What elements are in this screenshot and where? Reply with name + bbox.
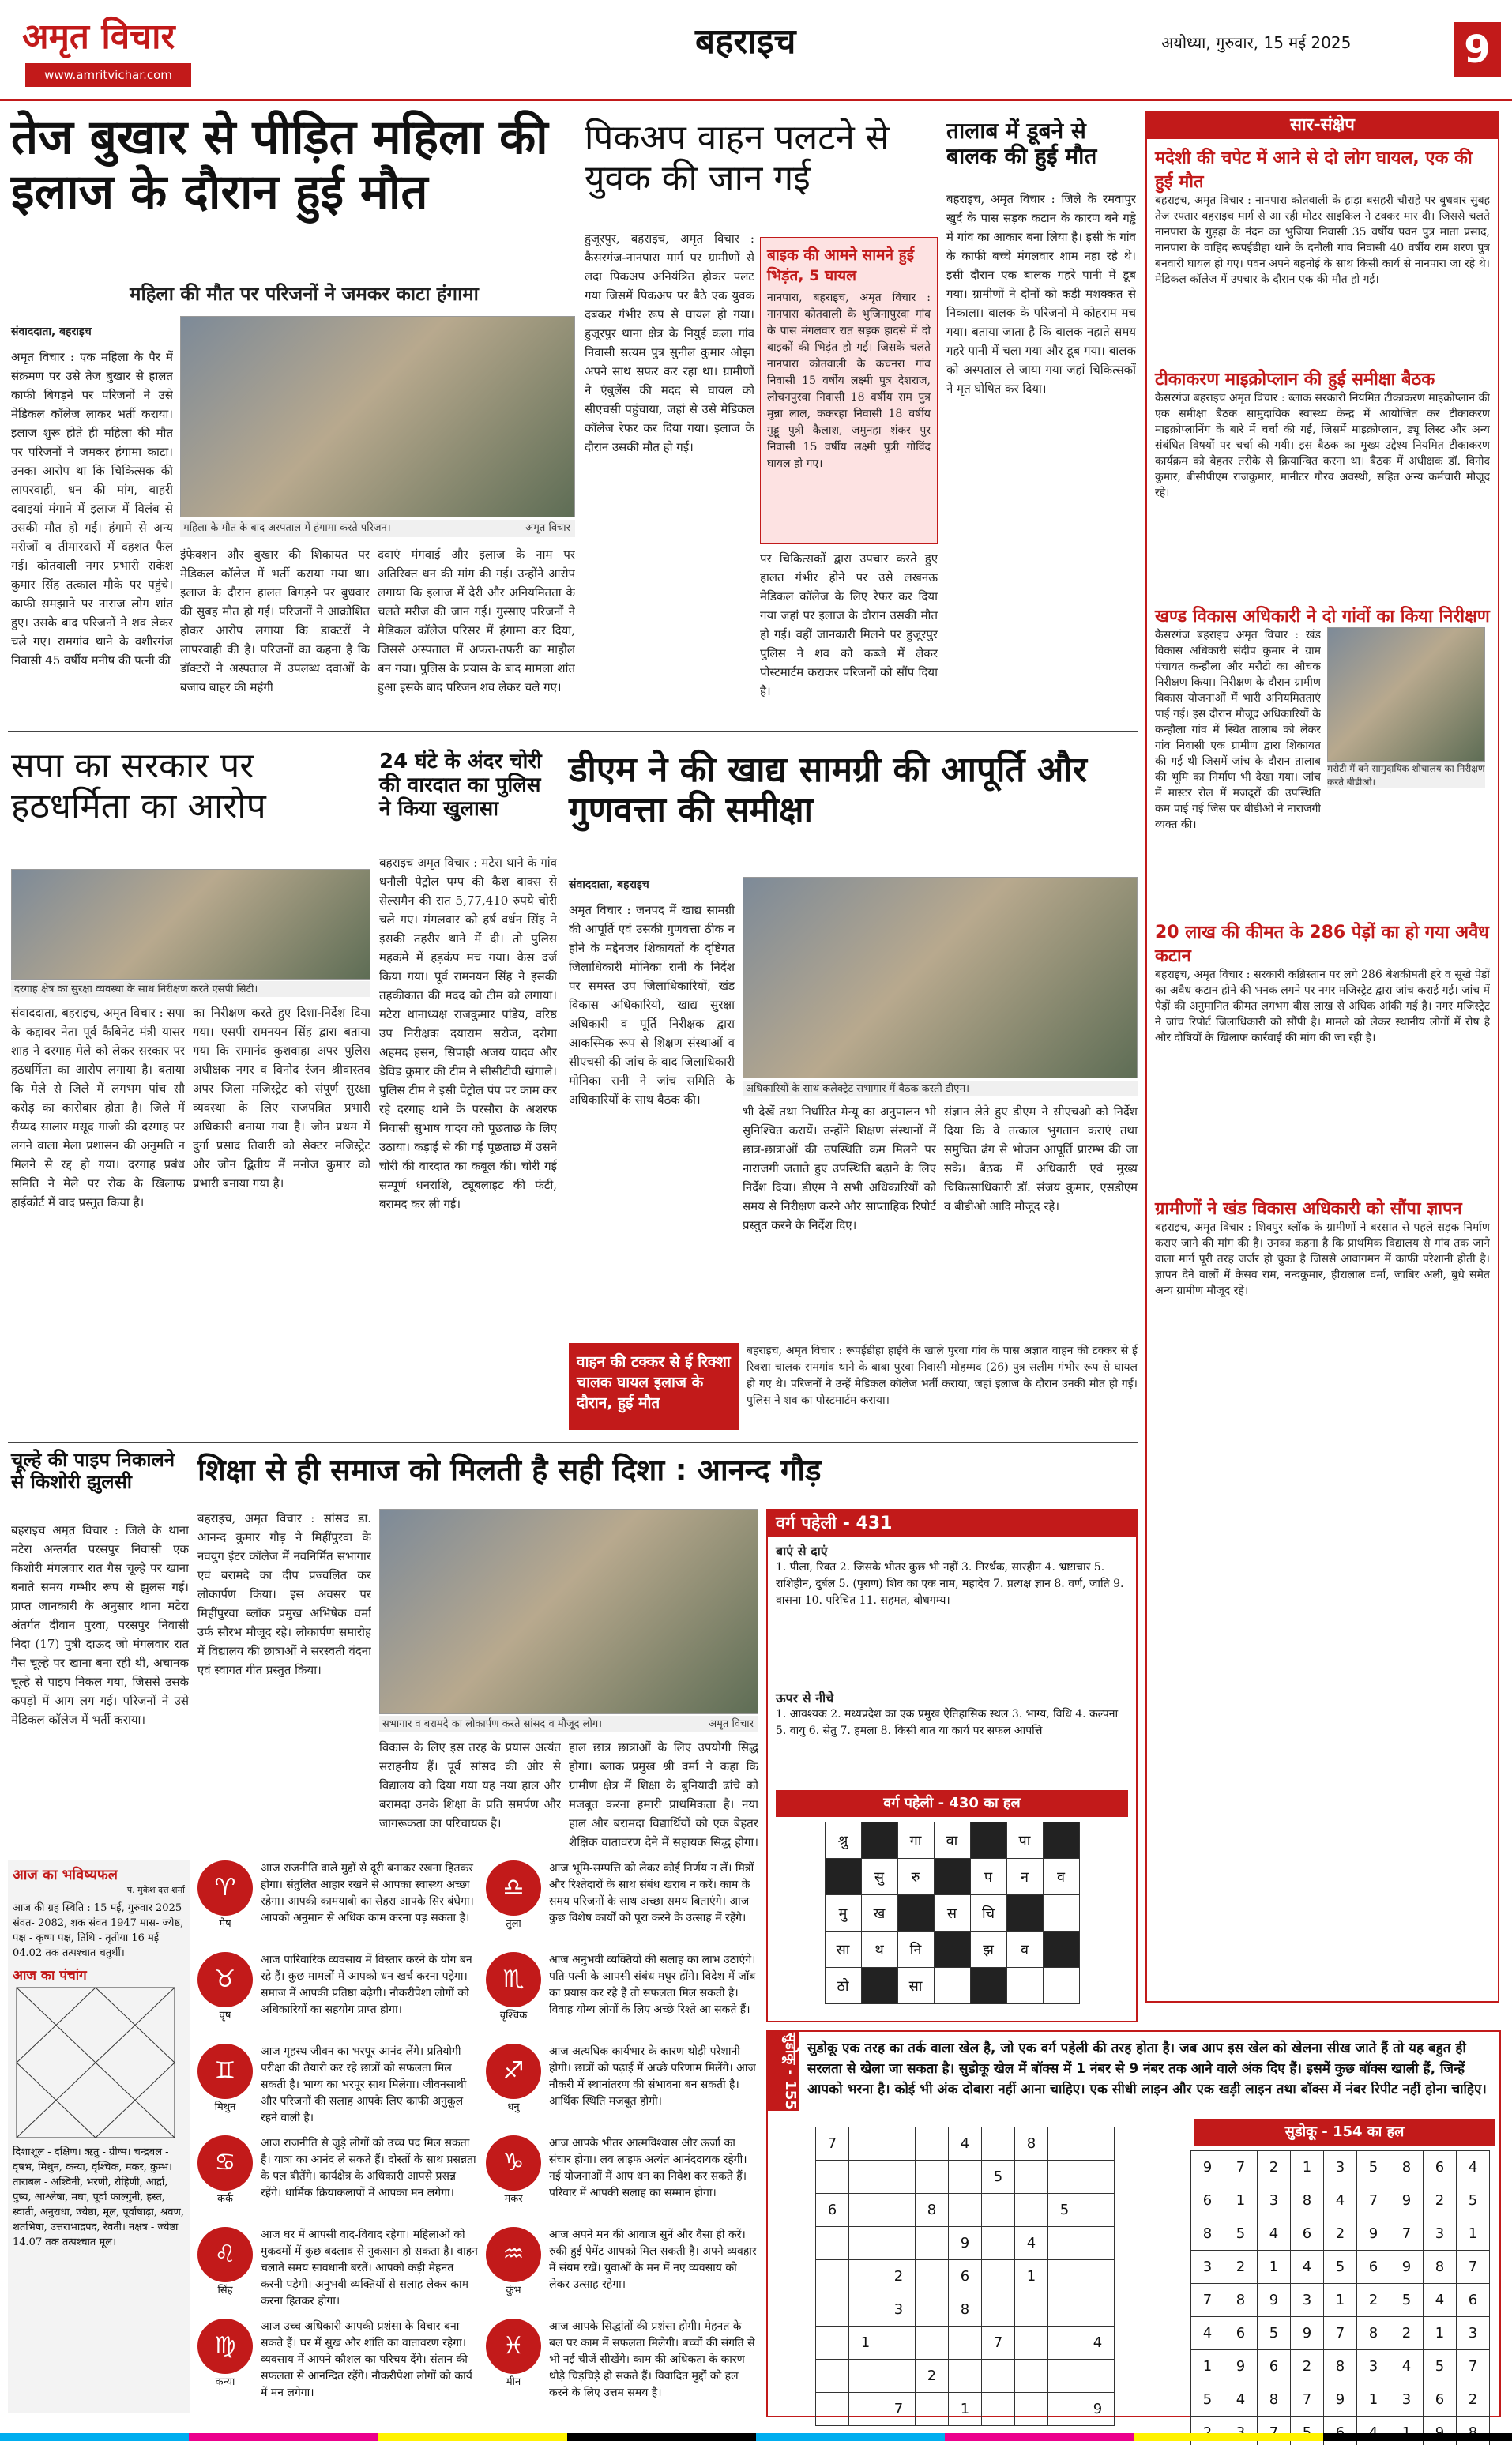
brief-5-body: बहराइच, अमृत विचार : शिवपुर ब्लॉक के ग्रामीणों ने बरसात से पहले सड़क निर्माण कराए जाने की मांग की है। उनका कहना है कि प्राथमिक विद्यालय से गांव तक जाने वाला मार्ग पूरी तरह जर्जर हो चुका है जिससे आवागमन में काफी परेशानी होती है। ज्ञापन देने वालों में केसव राम, नन्दकुमार, हीरालाल वर्मा, जाबिर अली, बुधे समेत अन्य ग्रामीण मौजूद रहे।: [1155, 1221, 1490, 1297]
edu-body: बहराइच, अमृत विचार : सांसद डा. आनन्द कुमार गौड़ ने मिहींपुरवा के नवयुग इंटर कॉलेज में नवनिर्मित सभागार एवं बरामदे का दीप प्रज्वलित कर लोकार्पण किया। इस अवसर पर मिहींपुरवा ब्लॉक प्रमुख अभिषेक वर्मा उर्फ सौरभ मौजूद रहे। लोकार्पण समारोह में विद्यालय की छात्राओं ने सरस्वती वंदना एवं स्वागत गीत प्रस्तुत किया।: [197, 1511, 371, 1677]
horoscope-sign-row: [197, 2135, 478, 2227]
sudoku-cell: 1: [949, 2393, 982, 2426]
sudoku-cell: [949, 2327, 982, 2360]
horoscope-sign-row: [486, 2319, 758, 2410]
sudoku-cell: [882, 2194, 916, 2227]
sudoku-cell: 6: [1224, 2317, 1258, 2350]
sudoku-cell: [816, 2161, 849, 2194]
theft-body: बहराइच अमृत विचार : मटेरा थाने के गांव धनौली पेट्रोल पम्प की कैश बाक्स से सेल्समैन की रात 5,77,410 रुपये चोरी चले गए। मंगलवार को हर्ष वर्धन सिंह ने इसकी तहरीर थाने में दी। तो पुलिस महकमे में हड़कंप मच गया। केस दर्ज किया गया। पूर्व रामनयन सिंह ने इसकी तहकीकात की मदद को टीम को लगाया। मटेरा थानाध्यक्ष राजकुमार पांडेय, वरिष्ठ उप निरीक्षक दयाराम सरोज, दरोगा अहमद हसन, सिपाही अजय यादव और डेविड कुमार की टीम ने सीसीटीवी खंगाले। पुलिस टीम ने इसी पेट्रोल पंप पर काम कर रहे दरगाह थाने के परसौरा के अशरफ निवासी सुभाष यादव को पूछताछ के लिए उठाया। कड़ाई से की गई पूछताछ में उसने चोरी की वारदात का कबूल की। चोरी गई सम्पूर्ण धनराशि, ट्यूबलाइट की फंटी, बरामद कर ली गई।: [379, 856, 557, 1211]
sp-body-2: का निरीक्षण करते हुए दिशा-निर्देश दिया गया। एसपी रामनयन सिंह द्वारा बताया गया कि रामानंद कुशवाहा अपर पुलिस अधीक्षक नगर व विनोद रंजन श्रीवास्तव अपर जिला मजिस्ट्रेट को संपूर्ण सुरक्षा व्यवस्था के लिए राजपत्रित प्रभारी अधिकारी बनाया गया है। जोन प्रथम में दुर्गा प्रसाद तिवारी को सेक्टर मजिस्ट्रेट और जोन द्वितीय में मनोज कुमार को प्रभारी बनाया गया है।: [193, 1006, 370, 1191]
zodiac-name: मीन: [506, 2376, 521, 2388]
horoscope-sign-row: [486, 1952, 758, 2044]
zodiac-name: मकर: [504, 2193, 523, 2205]
panchang-title: आज का पंचांग: [13, 1968, 87, 1984]
sp-headline: सपा का सरकार पर हठधर्मिता का आरोप: [11, 746, 266, 826]
brief-5-title: ग्रामीणों ने खंड विकास अधिकारी को सौंपा ज्ञापन: [1155, 1199, 1462, 1219]
sudoku-cell: [1015, 2194, 1048, 2227]
brief-2-title: टीकाकरण माइक्रोप्लान की हुई समीक्षा बैठक: [1155, 370, 1435, 389]
sudoku-cell: 1: [849, 2327, 882, 2360]
horoscope-sign-row: [197, 2319, 478, 2410]
sudoku-answer-title: सुडोकू - 154 का हल: [1194, 2119, 1495, 2146]
sudoku-cell: 3: [882, 2293, 916, 2327]
sudoku-cell: [982, 2293, 1015, 2327]
zodiac-name: सिंह: [217, 2285, 233, 2296]
lead-body-col2: इंफेक्शन और बुखार की शिकायत पर मेडिकल कॉलेज में भर्ती कराया गया था। इलाज के दौरान हालत बिगड़ने पर बुधवार की सुबह मौत हो गई। परिजनों ने आक्रोशित होकर आरोप लगाया कि डाक्टरों ने लापरवाही की है। परिजनों का कहना है कि डॉक्टरों ने अस्पताल में उपलब्ध दवाओं के बजाय बाहर की महंगी: [180, 547, 370, 694]
zodiac-name: वृश्चिक: [499, 2010, 528, 2022]
pickup-headline: पिकअप वाहन पलटने से युवक की जान गई: [585, 118, 890, 198]
sudoku-cell: [882, 2127, 916, 2161]
sudoku-cell: 7: [882, 2393, 916, 2426]
dm-body: अमृत विचार : जनपद में खाद्य सामग्री की आपूर्ति एवं उसकी गुणवत्ता ठीक न होने के मद्देनजर शिकायतों के दृष्टिगत जिलाधिकारी मोनिका रानी के निर्देश पर समस्त उप जिलाधिकारियों, खंड विकास अधिकारियों, खाद्य सुरक्षा अधिकारी व पूर्ति निरीक्षक द्वारा आकस्मिक रूप से शिक्षण संस्थाओं व सीएचसी की जांच के बाद जिलाधिकारी मोनिका रानी ने जांच समिति के अधिकारियों के साथ बैठक की।: [569, 903, 735, 1107]
website-url: www.amritvichar.com: [25, 63, 191, 87]
edu-photo: [379, 1509, 758, 1714]
sudoku-cell: 5: [1324, 2251, 1357, 2284]
sudoku-cell: 5: [1048, 2194, 1081, 2227]
sudoku-cell: 2: [1424, 2184, 1457, 2217]
divider: [8, 1442, 1138, 1443]
sudoku-cell: 7: [1390, 2217, 1424, 2251]
sudoku-cell: 1: [1191, 2350, 1224, 2383]
sudoku-cell: 3: [1390, 2383, 1424, 2417]
sudoku-cell: 5: [1224, 2217, 1258, 2251]
sudoku-cell: 9: [1324, 2383, 1357, 2417]
sudoku-cell: 3: [1191, 2251, 1224, 2284]
lead-photo: [180, 316, 575, 517]
sudoku-cell: 6: [1424, 2151, 1457, 2184]
sudoku-cell: 7: [1191, 2284, 1224, 2317]
sudoku-intro: सुडोकू एक तरह का तर्क वाला खेल है, जो एक वर्ग पहेली की तरह होता है। जब आप इस खेल को खेलना सीख जाते हैं तो यह बहुत ही सरलता से खेला जा सकता है। सुडोकू खेल में बॉक्स में 1 नंबर से 9 नंबर तक आने वाले अंक दिए हैं। इसमें कुछ बॉक्स खाली हैं, जिन्हें आपको भरना है। कोई भी अंक दोबारा नहीं आना चाहिए। एक सीधी लाइन और एक खड़ी लाइन तथा बॉक्स में नंबर रिपीट नहीं होना चाहिए।: [807, 2041, 1487, 2097]
sudoku-cell: [1048, 2393, 1081, 2426]
zodiac-icon: ♌: [197, 2227, 253, 2282]
sudoku-cell: 1: [1424, 2317, 1457, 2350]
sudoku-cell: [982, 2227, 1015, 2260]
sudoku-cell: 2: [1258, 2151, 1291, 2184]
sudoku-cell: [916, 2327, 949, 2360]
pond-body: बहराइच, अमृत विचार : जिले के रमवापुर खुर्द के पास सड़क कटान के कारण बने गड्ढे में गांव का आकार बना लिया है। इसी के गांव के काफी बच्चे मंगलवार शाम नहा रहे थे। इसी दौरान एक बालक गहरे पानी में डूब गया। ग्रामीणों ने दोनों को कड़ी मशक्कत से निकाला। बालक के परिजनों में कोहराम मच गया। बताया जाता है कि बालक नहाते समय गहरे पानी में चला गया और डूब गया। बालक को अस्पताल ले जाया गया जहां चिकित्सकों ने मृत घोषित कर दिया।: [946, 192, 1136, 396]
bike-accident-title: बाइक की आमने सामने हुई भिड़ंत, 5 घायल: [767, 246, 915, 284]
sudoku-cell: 4: [1224, 2383, 1258, 2417]
page-number: 9: [1454, 22, 1501, 77]
zodiac-name: मिथुन: [214, 2101, 236, 2113]
brief-1-body: बहराइच, अमृत विचार : नानपारा कोतवाली के हाड़ा बसहरी चौराहे पर बुधवार सुबह तेज रफ्तार बहराइच मार्ग से आ रही मोटर साइकिल ने टक्कर मार दी। जिससे चलते नानपारा के गुड़हा के नंदन का भुजिया निवासी 35 वर्षीय पवन पुत्र माता प्रसाद, नानपारा के वाहिद रूपईडीहा थाने के दनौली गांव निवासी 40 वर्षीय राम शरण पुत्र बनवारी घायल हो गए। पवन अपने बहनोई के साथ किसी कार्य से नानपारा जा रहे थे। मेडिकल कॉलेज में उपचार के दौरान एक की मौत हो गई।: [1155, 194, 1490, 286]
sudoku-cell: 7: [1324, 2317, 1357, 2350]
sudoku-cell: 9: [949, 2227, 982, 2260]
sudoku-cell: [1015, 2327, 1048, 2360]
fire-body: बहराइच अमृत विचार : जिले के थाना मटेरा अन्तर्गत परसपुर निवासी एक किशोरी मंगलवार रात गैस चूल्हे पर खाना बनाते समय गम्भीर रूप से झुलस गई। प्राप्त जानकारी के अनुसार थाना मटेरा अंतर्गत दीवान पुरवा, परसपुर निवासी निदा (17) पुत्री दाऊद जो मंगलवार रात गैस चूल्हे पर खाना बना रही थी, अचानक चूल्हे से पाइप निकल गया, जिससे उसके कपड़ों में आग लग गई। परिजनों ने उसे मेडिकल कॉलेज में भर्ती कराया।: [11, 1523, 189, 1727]
masthead: [0, 0, 1512, 101]
sudoku-cell: 8: [1390, 2151, 1424, 2184]
crossword-answer-grid: श्रु गा वा पा सु रु प न व मु ख स चि सा थ नि झ व ठो सा: [825, 1822, 1080, 2004]
sudoku-cell: 4: [1081, 2327, 1115, 2360]
horoscope-title: आज का भविष्यफल: [13, 1867, 118, 1883]
sudoku-title: सुडोकू - 155: [768, 2032, 799, 2111]
sudoku-cell: 7: [1291, 2383, 1324, 2417]
pickup-body: हुजूरपुर, बहराइच, अमृत विचार : कैसरगंज-नानपारा मार्ग पर ग्रामीणों से लदा पिकअप अनियंत्रित होकर पलट गया जिसमें पिकअप पर बैठे एक युवक दबकर गंभीर रूप से घायल हो गया। हुजूरपुर थाना क्षेत्र के नियुई कला गांव निवासी सत्यम पुत्र सुनील कुमार ओझा अपने साथ सफर कर रहा था। ग्रामीणों ने एंबुलेंस की मदद से घायल को सीएचसी पहुंचाया, जहां से उसे मेडिकल कॉलेज रेफर कर दिया गया। इलाज के दौरान उसकी मौत हो गई।: [585, 231, 754, 454]
sudoku-cell: 5: [1457, 2184, 1490, 2217]
sudoku-cell: 7: [1357, 2184, 1390, 2217]
sudoku-cell: [1081, 2127, 1115, 2161]
zodiac-name: कन्या: [215, 2376, 235, 2388]
crossword-panel: [766, 1509, 1138, 2022]
zodiac-icon: ♏: [486, 1952, 541, 2007]
sudoku-cell: 3: [1258, 2184, 1291, 2217]
panchang-details: दिशाशूल - दक्षिण। ऋतु - ग्रीष्म। चन्द्रबल - वृषभ, मिथुन, कन्या, वृश्चिक, मकर, कुम्भ। ताराबल - अश्विनी, भरणी, रोहिणी, आर्द्रा, पुष्य, आश्लेषा, मघा, पूर्वा फाल्गुनी, हस्त, स्वाती, अनुराधा, ज्येष्ठा, मूल, पूर्वाषाढ़ा, श्रवण, शतभिषा, उत्तराभाद्रपद, रेवती। नक्षत्र - ज्येष्ठा 14.07 तक तत्पश्चात मूल।: [13, 2146, 185, 2248]
sudoku-cell: 1: [1457, 2217, 1490, 2251]
sudoku-cell: 8: [1191, 2217, 1224, 2251]
sudoku-cell: [1081, 2260, 1115, 2293]
section-name: बहराइच: [695, 21, 796, 62]
sudoku-cell: 3: [1457, 2317, 1490, 2350]
sudoku-cell: 2: [882, 2260, 916, 2293]
bike-accident-body: नानपारा, बहराइच, अमृत विचार : नानपारा कोतवाली के भुजिनापुरवा गांव के पास मंगलवार रात सड़क हादसे में दो बाइकों की भिड़ंत हो गई। जिसके चलते नानपारा कोतवाली के कचनरा गांव निवासी 15 वर्षीय लक्ष्मी पुत्र देशराज, लोचनपुरवा निवासी 18 वर्षीय राम पुत्र मुन्ना लाल, ककरहा निवासी 18 वर्षीय गुड्डू पुत्री कैलाश, जमुनहा शंकर पुर निवासी 15 वर्षीय लक्ष्मी पुत्री गोविंद घायल हो गए।: [767, 292, 931, 470]
sudoku-cell: [816, 2293, 849, 2327]
zodiac-icon: ♓: [486, 2319, 541, 2374]
sudoku-cell: [1048, 2161, 1081, 2194]
sudoku-cell: 4: [1457, 2151, 1490, 2184]
sudoku-cell: 9: [1357, 2217, 1390, 2251]
sudoku-panel: [766, 2030, 1501, 2417]
sudoku-cell: 3: [1291, 2284, 1324, 2317]
sudoku-cell: 1: [1015, 2260, 1048, 2293]
sudoku-cell: [1015, 2293, 1048, 2327]
sudoku-cell: [1081, 2194, 1115, 2227]
edu-body-3: हाल छात्र छात्राओं के लिए उपयोगी सिद्ध होगा। ब्लाक प्रमुख श्री वर्मा ने कहा कि ग्रामीण क्षेत्र में शिक्षा के बुनियादी ढांचे को मजबूत करना हमारी प्राथमिकता है। नया हाल और बरामदा विद्यार्थियों को एक बेहतर शैक्षिक वातावरण देने में सहायक सिद्ध होगा।: [569, 1740, 758, 1849]
zodiac-prediction: आज उच्च अधिकारी आपकी प्रशंसा के विचार बना सकते हैं। घर में सुख और शांति का वातावरण रहेगा। व्यवसाय में आपने कौशल का परिचय देंगे। संतान की सफलता से आनन्दित रहेंगे। नौकरीपेशा लोगों को कार्य में मन लगेगा।: [261, 2320, 472, 2399]
zodiac-name: कुंभ: [506, 2285, 521, 2296]
zodiac-prediction: आज अत्यधिक कार्यभार के कारण थोड़ी परेशानी होगी। छात्रों को पढ़ाई में अच्छे परिणाम मिलेंगे। आज नौकरी में स्थानांतरण की संभावना बन सकती है। आर्थिक स्थिति मजबूत होगी।: [549, 2045, 756, 2108]
sudoku-cell: 6: [816, 2194, 849, 2227]
sudoku-cell: [882, 2327, 916, 2360]
sudoku-cell: 4: [1015, 2227, 1048, 2260]
sudoku-cell: 5: [1258, 2317, 1291, 2350]
sudoku-cell: 6: [1191, 2184, 1224, 2217]
sudoku-cell: 3: [1424, 2217, 1457, 2251]
zodiac-icon: ♊: [197, 2044, 253, 2099]
sudoku-cell: [916, 2127, 949, 2161]
sudoku-cell: 1: [1324, 2284, 1357, 2317]
sudoku-cell: [916, 2260, 949, 2293]
sudoku-cell: 6: [1357, 2251, 1390, 2284]
sudoku-cell: [882, 2360, 916, 2393]
sudoku-cell: [982, 2127, 1015, 2161]
zodiac-prediction: आज अनुभवी व्यक्तियों की सलाह का लाभ उठाएंगे। पति-पत्नी के आपसी संबंध मधुर होंगे। विदेश में जॉब का प्रयास कर रहे हैं तो सफलता मिल सकती है। विवाह योग्य लोगों के लिए अच्छे रिश्ते आ सकते हैं।: [549, 1954, 756, 2016]
sudoku-cell: [816, 2393, 849, 2426]
sudoku-cell: [1081, 2161, 1115, 2194]
sudoku-cell: [1048, 2293, 1081, 2327]
crossword-across-heading: बाएं से दाएं: [776, 1544, 828, 1559]
sudoku-cell: 4: [1258, 2217, 1291, 2251]
horoscope-sign-row: [486, 2135, 758, 2227]
sudoku-cell: 1: [1291, 2151, 1324, 2184]
sudoku-cell: [849, 2161, 882, 2194]
sudoku-cell: 9: [1390, 2251, 1424, 2284]
sudoku-cell: [1048, 2227, 1081, 2260]
print-colorbar: [0, 2433, 1512, 2441]
sudoku-cell: 5: [1191, 2383, 1224, 2417]
sudoku-answer-grid: [1190, 2150, 1490, 2445]
sudoku-cell: [849, 2293, 882, 2327]
sudoku-cell: 3: [1324, 2151, 1357, 2184]
sudoku-cell: [816, 2227, 849, 2260]
brief-3-photo: [1327, 627, 1485, 762]
zodiac-icon: ♐: [486, 2044, 541, 2099]
sudoku-cell: 8: [949, 2293, 982, 2327]
sudoku-cell: [1015, 2393, 1048, 2426]
sudoku-cell: 4: [1191, 2317, 1224, 2350]
sudoku-cell: 4: [1324, 2184, 1357, 2217]
zodiac-prediction: आज भूमि-सम्पत्ति को लेकर कोई निर्णय न लें। मित्रों और रिश्तेदारों के साथ संबंध खराब न करें। काम के समय परिजनों के साथ अच्छा समय बिताएंगे। आज कुछ विशेष कार्यों को पूरा करने के उत्साह में रहेंगे।: [549, 1862, 754, 1924]
sudoku-cell: 6: [1258, 2350, 1291, 2383]
sudoku-cell: 5: [982, 2161, 1015, 2194]
sudoku-cell: 6: [1424, 2383, 1457, 2417]
sidebar-news-brief: [1145, 111, 1499, 2003]
zodiac-prediction: आज राजनीति से जुड़े लोगों को उच्च पद मिल सकता है। यात्रा का आनंद ले सकते हैं। दोस्तों के साथ प्रसन्नता के पल बीतेंगे। कार्यक्षेत्र के अधिकारी आपसे प्रसन्न रहेंगे। धार्मिक क्रियाकलापों में आपका मन लगेगा।: [261, 2137, 476, 2199]
crossword-title: वर्ग पहेली - 431: [768, 1510, 1136, 1537]
zodiac-icon: ♉: [197, 1952, 253, 2007]
horoscope-sign-row: [486, 1860, 758, 1952]
crossword-across-clues: 1. पीला, रिक्त 2. जिसके भीतर कुछ भी नहीं 3. निरर्थक, सारहीन 4. भ्रष्टाचार 5. राशिहीन, दुर्बल 5. (पुराण) शिव का एक नाम, महादेव 7. प्रत्यक्ष ज्ञान 8. वर्ण, जाति 9. वासना 10. परिचित 11. सहमत, बोधगम्य।: [776, 1561, 1124, 1607]
zodiac-prediction: आज पारिवारिक व्यवसाय में विस्तार करने के योग बन रहे हैं। कुछ मामलों में आपको धन खर्च करना पड़ेगा। समाज में आपकी प्रतिष्ठा बढ़ेगी। नौकरीपेशा लोगों को अधिकारियों का सहयोग प्राप्त होगा।: [261, 1954, 472, 2016]
crossword-answer-title: वर्ग पहेली - 430 का हल: [776, 1790, 1128, 1817]
zodiac-prediction: आज आपके भीतर आत्मविश्वास और ऊर्जा का संचार होगा। लव लाइफ अत्यंत आनंददायक रहेगी। नई योजनाओं में आप धन का निवेश कर सकते हैं। परिवार में आपकी सलाह का सम्मान होगा।: [549, 2137, 747, 2199]
lead-body-col1: अमृत विचार : एक महिला के पैर में संक्रमण पर उसे तेज बुखार से हालत काफी बिगड़ने पर परिजनों ने उसे मेडिकल कॉलेज लाकर भर्ती कराया। इलाज शुरू होते ही महिला की मौत पर परिजनों ने जमकर हंगामा काटा। उनका आरोप था कि चिकित्सक की लापरवाही, धन की मांग, बाहरी दवाइयां मंगाने में इलाज में विलंब से उसकी मौत हो गई। हंगामे से अन्य मरीजों व तीमारदारों में दहशत फैल गई। कोतवाली नगर प्रभारी राकेश कुमार सिंह तत्काल मौके पर पहुंचे। काफी समझाने पर नाराज लोग शांत हुए। उसके बाद परिजनों ने शव लेकर चले गए। रामगांव थाने के वशीरगंज निवासी 45 वर्षीय मनीष की पत्नी की: [11, 350, 173, 668]
lead-headline: तेज बुखार से पीड़ित महिला की इलाज के दौरान हुई मौत: [11, 110, 548, 220]
sudoku-cell: 9: [1258, 2284, 1291, 2317]
lead-byline: संवाददाता, बहराइच: [11, 325, 92, 338]
brief-3-title: खण्ड विकास अधिकारी ने दो गांवों का किया निरीक्षण: [1155, 607, 1490, 626]
brief-2-body: कैसरगंज बहराइच अमृत विचार : ब्लाक सरकारी नियमित टीकाकरण माइक्रोप्लान की एक समीक्षा बैठक सामुदायिक स्वास्थ्य केन्द्र में आयोजित कर टीकाकरण माइक्रोप्लानिंग के बारे में चर्चा की गई, जिसमें माइक्रोप्लान, ड्यू लिस्ट और अन्य संबंधित विषयों पर चर्चा की गयी। इस बैठक का मुख्य उद्देश्य नियमित टीकाकरण कार्यक्रम को बेहतर तरीके से क्रियान्वित करना था। बैठक में अधीक्षक डॉ. विनोद कुमार, बीसीपीएम राजकुमार, मानीटर गौरव अवस्थी, सहित अन्य कर्मचारी मौजूद रहे।: [1155, 392, 1490, 499]
erickshaw-body: बहराइच, अमृत विचार : रूपईडीहा हाईवे के खाले पुरवा गांव के पास अज्ञात वाहन की टक्कर से ई रिक्शा चालक रामगांव थाने के बाबा पुरवा निवासी मोहम्मद (26) पुत्र सलीम गंभीर रूप से घायल हो गए थे। परिजनों ने उन्हें मेडिकल कॉलेज भर्ती कराया, जहां इलाज के दौरान उनकी मौत हो गई। पुलिस ने शव का पोस्टमार्टम कराया।: [747, 1345, 1138, 1407]
sudoku-cell: [916, 2293, 949, 2327]
dm-headline: डीएम ने की खाद्य सामग्री की आपूर्ति और गुणवत्ता की समीक्षा: [569, 750, 1087, 830]
sudoku-cell: [816, 2260, 849, 2293]
sudoku-cell: 5: [1357, 2151, 1390, 2184]
sudoku-cell: [949, 2360, 982, 2393]
sudoku-cell: 2: [1291, 2350, 1324, 2383]
zodiac-prediction: आज आपके सिद्धांतों की प्रशंसा होगी। मेहनत के बल पर काम में सफलता मिलेगी। बच्चों की संगति से भी नई चीजें सीखेंगे। काम की अधिकता के कारण थोड़े चिड़चिड़े हो सकते हैं। विवादित मुद्दों को हल करने के लिए उत्तम समय है।: [549, 2320, 755, 2399]
sp-photo-caption: दरगाह क्षेत्र का सुरक्षा व्यवस्था के साथ निरीक्षण करते एसपी सिटी।: [11, 981, 370, 997]
zodiac-icon: ♋: [197, 2135, 253, 2191]
zodiac-icon: ♈: [197, 1860, 253, 1916]
sudoku-cell: 7: [1457, 2251, 1490, 2284]
bike-accident-box: [760, 237, 938, 544]
zodiac-icon: ♑: [486, 2135, 541, 2191]
horoscope-sign-row: [197, 1952, 478, 2044]
zodiac-name: तुला: [506, 1918, 521, 1930]
zodiac-name: मेष: [219, 1918, 231, 1930]
horoscope-info-panel: [8, 1860, 190, 2413]
sudoku-cell: [982, 2194, 1015, 2227]
sudoku-cell: 1: [1258, 2251, 1291, 2284]
sudoku-cell: [849, 2260, 882, 2293]
sudoku-cell: [849, 2127, 882, 2161]
sudoku-cell: 8: [1258, 2383, 1291, 2417]
sudoku-cell: 6: [949, 2260, 982, 2293]
sudoku-cell: [1048, 2127, 1081, 2161]
horoscope-sign-row: [486, 2227, 758, 2319]
sudoku-cell: 7: [982, 2327, 1015, 2360]
brief-3-body: कैसरगंज बहराइच अमृत विचार : खंड विकास अधिकारी संदीप कुमार ने ग्राम पंचायत कन्हौला और मरौटी का औचक निरीक्षण किया। निरीक्षण के दौरान ग्रामीण विकास योजनाओं में भारी अनियमितताएं पाई गई। इस दौरान मौजूद अधिकारियों के कन्हौला गांव में स्थित तालाब को लेकर गांव निवासी एक ग्रामीण द्वारा शिकायत की गई थी जिसमें जांच के दौरान तालाब की भूमि का निर्माण भी देखा गया। जांच में मास्टर रोल में मजदूरों की उपस्थिति कम पाई गई जिस पर बीडीओ ने नाराजगी व्यक्त की।: [1155, 629, 1321, 831]
sudoku-cell: 7: [816, 2127, 849, 2161]
edu-headline: शिक्षा से ही समाज को मिलती है सही दिशा : आनन्द गौड़: [197, 1453, 822, 1488]
sudoku-cell: [882, 2161, 916, 2194]
brand-logo: अमृत विचार: [22, 17, 175, 57]
horoscope-info: आज की ग्रह स्थिति : 15 मई, गुरुवार 2025 संवत- 2082, शक संवत 1947 मास- ज्येष्ठ, पक्ष - कृष्ण पक्ष, तिथि - तृतीया 16 मई 04.02 तक तत्पश्चात चतुर्थी।: [13, 1902, 184, 1959]
dm-photo: [743, 877, 1138, 1078]
zodiac-icon: ♍: [197, 2319, 253, 2374]
edu-photo-caption: सभागार व बरामदे का लोकार्पण करते सांसद व मौजूद लोग। अमृत विचार: [379, 1716, 758, 1732]
sudoku-cell: [982, 2360, 1015, 2393]
signs-column-right: [486, 1860, 758, 2413]
sudoku-cell: 2: [1390, 2317, 1424, 2350]
sp-body: संवाददाता, बहराइच, अमृत विचार : सपा के कद्दावर नेता पूर्व कैबिनेट मंत्री यासर शाह ने दरगाह मेले को लेकर सरकार पर हठधर्मिता का आरोप लगाया है। बताया कि मेले से जिले में लगभग पांच सौ करोड़ का कारोबार होता है। जिले में सैय्यद सालार मसूद गाजी की दरगाह पर लगने वाला मेला प्रशासन की अनुमति न मिलने से रद्द हो गया। दरगाह प्रबंध समिति ने मेले पर रोक के खिलाफ हाईकोर्ट में वाद प्रस्तुत किया है।: [11, 1006, 185, 1209]
sudoku-cell: 8: [1015, 2127, 1048, 2161]
sudoku-cell: [816, 2360, 849, 2393]
sudoku-cell: [1048, 2327, 1081, 2360]
brief-1-title: मदेशी की चपेट में आने से दो लोग घायल, एक की हुई मौत: [1155, 149, 1473, 192]
sudoku-cell: [849, 2360, 882, 2393]
crossword-down-heading: ऊपर से नीचे: [776, 1691, 834, 1706]
crossword-down-clues: 1. आवश्यक 2. मध्यप्रदेश का एक प्रमुख ऐतिहासिक स्थल 3. भाग्य, विधि 4. कल्पना 5. वायु 6. सेतु 7. हमला 8. किसी बात या कार्य पर सफल आपत्ति: [776, 1708, 1119, 1737]
sudoku-cell: 5: [1390, 2284, 1424, 2317]
sudoku-cell: 8: [1324, 2350, 1357, 2383]
lead-subheadline: महिला की मौत पर परिजनों ने जमकर काटा हंगामा: [130, 283, 479, 305]
sudoku-cell: 8: [916, 2194, 949, 2227]
sudoku-cell: 1: [1224, 2184, 1258, 2217]
theft-headline: 24 घंटे के अंदर चोरी की वारदात का पुलिस ने किया खुलासा: [379, 750, 542, 821]
sudoku-cell: [949, 2161, 982, 2194]
dm-byline: संवाददाता, बहराइच: [569, 878, 649, 891]
sudoku-cell: [1015, 2161, 1048, 2194]
zodiac-name: धनु: [507, 2101, 520, 2113]
dm-body-2: भी देखें तथा निर्धारित मेन्यू का अनुपालन भी सुनिश्चित करायें। उन्होंने शिक्षण संस्थानों में छात्र-छात्राओं की उपस्थिति कम मिलने पर नाराजगी जताते हुए उपस्थिति बढ़ाने के लिए निर्देश दिया। डीएम ने सभी अधिकारियों को समय से निरीक्षण करने और साप्ताहिक रिपोर्ट प्रस्तुत करने के निर्देश दिए।: [743, 1104, 936, 1232]
sudoku-cell: 8: [1357, 2317, 1390, 2350]
brief-4-title: 20 लाख की कीमत के 286 पेड़ों का हो गया अवैध कटान: [1155, 923, 1489, 966]
lead-photo-caption: महिला के मौत के बाद अस्पताल में हंगामा करते परिजन। अमृत विचार: [180, 520, 575, 537]
sudoku-cell: 7: [1457, 2350, 1490, 2383]
sudoku-cell: 8: [1424, 2251, 1457, 2284]
zodiac-prediction: आज अपने मन की आवाज सुनें और वैसा ही करें। रुकी हुई पेमेंट आपको मिल सकती है। अपने व्यवहार में संयम रखें। युवाओं के मन में नए व्यवसाय को लेकर उत्साह रहेगा।: [549, 2229, 757, 2291]
horoscope-sign-row: [486, 2044, 758, 2135]
sudoku-cell: 9: [1390, 2184, 1424, 2217]
lead-body-col3: दवाएं मंगवाई और इलाज के नाम पर अतिरिक्त धन की मांग की गई। उन्होंने आरोप लगाया कि इलाज में देरी और अनियमितता के चलते मरीज की जान गई। गुस्साए परिजनों ने मेडिकल कॉलेज परिसर में हंगामा कर दिया, जिससे अस्पताल में अफरा-तफरी का माहौल बन गया। पुलिस के प्रयास के बाद मामला शांत हुआ इसके बाद परिजन शव लेकर चले गए।: [378, 547, 575, 694]
horoscope-sign-row: [197, 2044, 478, 2135]
sudoku-cell: [982, 2393, 1015, 2426]
sudoku-cell: 6: [1291, 2217, 1324, 2251]
pickup-body-2: पर चिकित्सकों द्वारा उपचार करते हुए हालत गंभीर होने पर उसे लखनऊ मेडिकल कॉलेज के लिए रेफर कर दिया गया जहां पर इलाज के दौरान उसकी मौत हो गई। वहीं जानकारी मिलने पर हुजूरपुर पुलिस ने शव को कब्जे में लेकर पोस्टमार्टम कराकर परिजनों को सौंप दिया है।: [760, 551, 938, 698]
sudoku-cell: 9: [1191, 2151, 1224, 2184]
sudoku-puzzle-grid: [815, 2127, 1115, 2426]
sudoku-cell: [1048, 2260, 1081, 2293]
sudoku-cell: [916, 2161, 949, 2194]
sudoku-cell: [816, 2327, 849, 2360]
sudoku-cell: 2: [916, 2360, 949, 2393]
signs-column-left: [197, 1860, 478, 2413]
sudoku-cell: 7: [1224, 2151, 1258, 2184]
horoscope-author: पं. मुकेश दत्त शर्मा: [126, 1885, 185, 1895]
edu-body-2: विकास के लिए इस तरह के प्रयास अत्यंत सराहनीय हैं। पूर्व सांसद की ओर से विद्यालय को दिया गया यह नया हाल और बरामदा उनके शिक्षा के प्रति समर्पण और जागरूकता का परिचायक है।: [379, 1740, 561, 1830]
sudoku-cell: [849, 2194, 882, 2227]
sudoku-cell: 4: [1390, 2350, 1424, 2383]
sudoku-cell: 8: [1224, 2284, 1258, 2317]
brief-4-body: बहराइच, अमृत विचार : सरकारी कब्रिस्तान पर लगे 286 बेशकीमती हरे व सूखे पेड़ों का अवैध कटान होने की भनक लगने पर नगर मजिस्ट्रेट द्वारा जांच कराई गई। जांच में पेड़ों की अनुमानित कीमत लगभग बीस लाख से अधिक आंकी गई है। नगर मजिस्ट्रेट ने जांच रिपोर्ट जिलाधिकारी को सौंपी है। मामले को लेकर स्थानीय लोगों में रोष है और दोषियों के खिलाफ कार्रवाई की मांग की जा रही है।: [1155, 969, 1490, 1044]
sudoku-cell: 2: [1457, 2383, 1490, 2417]
horoscope-sign-row: [197, 2227, 478, 2319]
fire-headline: चूल्हे की पाइप निकालने से किशोरी झुलसी: [11, 1449, 175, 1493]
sudoku-cell: [849, 2227, 882, 2260]
sudoku-cell: [849, 2393, 882, 2426]
sudoku-cell: 3: [1357, 2350, 1390, 2383]
sudoku-cell: [1048, 2360, 1081, 2393]
sudoku-cell: [982, 2260, 1015, 2293]
sudoku-cell: 9: [1224, 2350, 1258, 2383]
zodiac-prediction: आज गृहस्थ जीवन का भरपूर आनंद लेंगे। प्रतियोगी परीक्षा की तैयारी कर रहे छात्रों को सफलता मिल सकती है। भाग्य का भरपूर साथ मिलेगा। जीवनसाथी और परिजनों की सलाह आपके लिए काफी अनुकूल रहने वाली है।: [261, 2045, 467, 2124]
sudoku-cell: [916, 2393, 949, 2426]
sudoku-cell: 6: [1457, 2284, 1490, 2317]
sudoku-cell: 2: [1324, 2217, 1357, 2251]
sudoku-cell: 4: [1424, 2284, 1457, 2317]
kundli-chart: [13, 1984, 179, 2142]
sidebar-title: सार-संक्षेप: [1147, 112, 1498, 139]
sudoku-cell: [949, 2194, 982, 2227]
erickshaw-headline: वाहन की टक्कर से ई रिक्शा चालक घायल इलाज के दौरान, हुई मौत: [569, 1343, 739, 1430]
dm-body-3: संज्ञान लेते हुए डीएम ने सीएचओ को निर्देश दिया कि वे तत्काल भुगतान कराएं तथा समुचित ढंग से भोजन आपूर्ति प्रारम्भ की जा सके। बैठक में अधिकारी एवं मुख्य चिकित्साधिकारी डॉ. संजय कुमार, एसडीएम व बीडीओ आदि मौजूद रहे।: [944, 1104, 1138, 1213]
sudoku-cell: 9: [1081, 2393, 1115, 2426]
sudoku-cell: 4: [949, 2127, 982, 2161]
sudoku-cell: 4: [1291, 2251, 1324, 2284]
sudoku-cell: 1: [1357, 2383, 1390, 2417]
dateline: अयोध्या, गुरुवार, 15 मई 2025: [1161, 33, 1352, 52]
zodiac-name: कर्क: [217, 2193, 233, 2205]
zodiac-icon: ♎: [486, 1860, 541, 1916]
sudoku-cell: 9: [1291, 2317, 1324, 2350]
sudoku-cell: 2: [1224, 2251, 1258, 2284]
brief-3-caption: मरौटी में बने सामुदायिक शौचालय का निरीक्षण करते बीडीओ।: [1327, 763, 1485, 788]
sudoku-cell: 2: [1357, 2284, 1390, 2317]
divider: [8, 731, 1138, 732]
horoscope-sign-row: [197, 1860, 478, 1952]
sudoku-cell: [882, 2227, 916, 2260]
zodiac-prediction: आज राजनीति वाले मुद्दों से दूरी बनाकर रखना हितकर होगा। संतुलित आहार रखने से आपका स्वास्थ्य अच्छा रहेगा। आपकी कामयाबी का सेहरा आपके सिर बंधेगा। आपको अनुमान से अधिक काम करना पड़ सकता है।: [261, 1862, 474, 1924]
sudoku-cell: 8: [1291, 2184, 1324, 2217]
sp-photo: [11, 869, 370, 980]
zodiac-icon: ♒: [486, 2227, 541, 2282]
zodiac-name: वृष: [219, 2010, 231, 2022]
dm-photo-caption: अधिकारियों के साथ कलेक्ट्रेट सभागार में बैठक करती डीएम।: [743, 1081, 1138, 1096]
sudoku-cell: [916, 2227, 949, 2260]
pond-headline: तालाब में डूबने से बालक की हुई मौत: [946, 118, 1097, 170]
horoscope-section: [8, 1860, 758, 2413]
sudoku-cell: [1081, 2293, 1115, 2327]
sudoku-cell: 5: [1424, 2350, 1457, 2383]
sudoku-cell: [1081, 2227, 1115, 2260]
zodiac-prediction: आज घर में आपसी वाद-विवाद रहेगा। महिलाओं को मुकदमों में कुछ बदलाव से नुकसान हो सकता है। वाहन चलाते समय सावधानी बरतें। आपको कड़ी मेहनत करनी पड़ेगी। अनुभवी व्यक्तियों से सलाह लेकर काम करना हितकर होगा।: [261, 2229, 478, 2308]
sudoku-cell: [1081, 2360, 1115, 2393]
sudoku-cell: [1015, 2360, 1048, 2393]
